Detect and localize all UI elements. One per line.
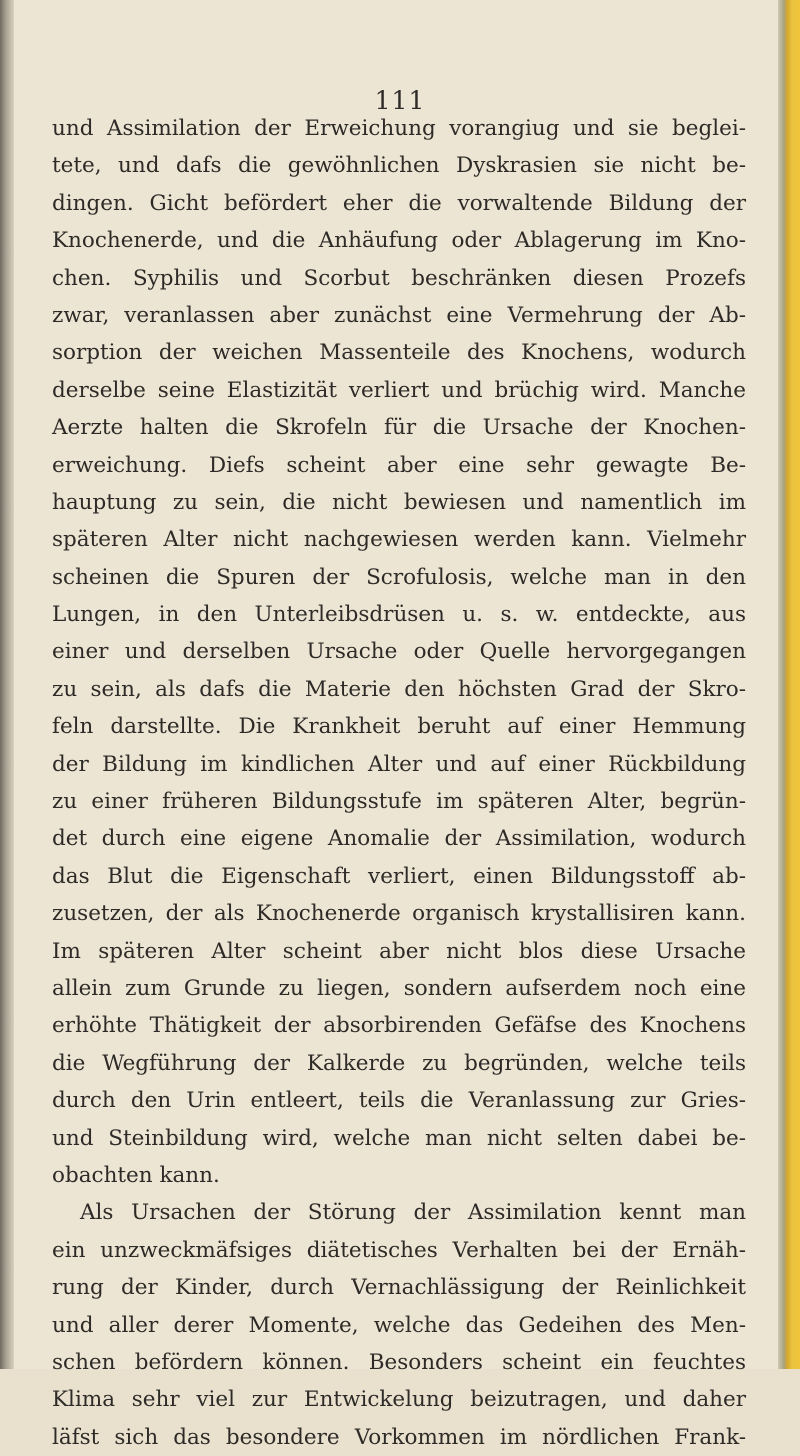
text-line: zu sein, als dafs die Materie den höchsten Grad der Skro- [52, 676, 746, 702]
text-line: Knochenerde, und die Anhäufung oder Ablagerung im Kno- [52, 228, 746, 254]
body-text [52, 110, 746, 1456]
page-number: 111 [374, 86, 426, 115]
text-line: zu einer früheren Bildungsstufe im späteren Alter, begrün- [52, 789, 746, 815]
text-line: schen befördern können. Besonders scheint ein feuchtes [52, 1349, 746, 1375]
text-line: einer und derselben Ursache oder Quelle hervorgegangen [52, 639, 746, 665]
text-line: durch den Urin entleert, teils die Veranlassung zur Gries- [52, 1088, 746, 1114]
text-line-paragraph-end: obachten kann. [52, 1162, 220, 1188]
text-line: das Blut die Eigenschaft verliert, einen Bildungsstoff ab- [52, 863, 746, 889]
text-line: scheinen die Spuren der Scrofulosis, welche man in den [52, 564, 746, 590]
text-line: allein zum Grunde zu liegen, sondern aufserdem noch eine [52, 975, 746, 1001]
text-line: die Wegführung der Kalkerde zu begründen, welche teils [52, 1050, 746, 1076]
page-gutter-shadow [0, 0, 14, 1369]
text-line: Klima sehr viel zur Entwickelung beizutragen, und daher [52, 1387, 746, 1413]
text-line: feln darstellte. Die Krankheit beruht auf einer Hemmung [52, 714, 746, 740]
text-line: läfst sich das besondere Vorkommen im nördlichen Frank- [52, 1424, 746, 1450]
text-line: sorption der weichen Massenteile des Knochens, wodurch [52, 340, 746, 366]
text-line: erhöhte Thätigkeit der absorbirenden Gefäfse des Knochens [52, 1013, 746, 1039]
text-line: Lungen, in den Unterleibsdrüsen u. s. w. entdeckte, aus [52, 602, 746, 628]
text-line: erweichung. Diefs scheint aber eine sehr gewagte Be- [52, 452, 746, 478]
text-line: und Assimilation der Erweichung vorangiug und sie beglei- [52, 116, 746, 141]
text-line: derselbe seine Elastizität verliert und brüchig wird. Manche [52, 377, 746, 403]
text-line: zwar, veranlassen aber zunächst eine Vermehrung der Ab- [52, 302, 746, 328]
text-line: späteren Alter nicht nachgewiesen werden kann. Vielmehr [52, 527, 746, 553]
text-line: der Bildung im kindlichen Alter und auf einer Rückbildung [52, 751, 746, 777]
text-line: det durch eine eigene Anomalie der Assimilation, wodurch [52, 826, 746, 852]
text-line: chen. Syphilis und Scorbut beschränken diesen Prozefs [52, 265, 746, 291]
text-line: rung der Kinder, durch Vernachlässigung der Reinlichkeit [52, 1275, 746, 1301]
text-line: ein unzweckmäfsiges diätetisches Verhalten bei der Ernäh- [52, 1237, 746, 1263]
text-line: Im späteren Alter scheint aber nicht blos diese Ursache [52, 938, 746, 964]
text-line-paragraph-start: Als Ursachen der Störung der Assimilation kennt man [80, 1200, 746, 1226]
text-line: hauptung zu sein, die nicht bewiesen und namentlich im [52, 489, 746, 515]
text-line: Aerzte halten die Skrofeln für die Ursache der Knochen- [52, 415, 746, 441]
text-line: tete, und dafs die gewöhnlichen Dyskrasien sie nicht be- [52, 153, 746, 179]
text-line: und Steinbildung wird, welche man nicht selten dabei be- [52, 1125, 746, 1151]
page-edge-binding [778, 0, 800, 1369]
text-line: und aller derer Momente, welche das Gedeihen des Men- [52, 1312, 746, 1338]
text-line: dingen. Gicht befördert eher die vorwaltende Bildung der [52, 190, 746, 216]
text-line: zusetzen, der als Knochenerde organisch krystallisiren kann. [52, 901, 746, 927]
